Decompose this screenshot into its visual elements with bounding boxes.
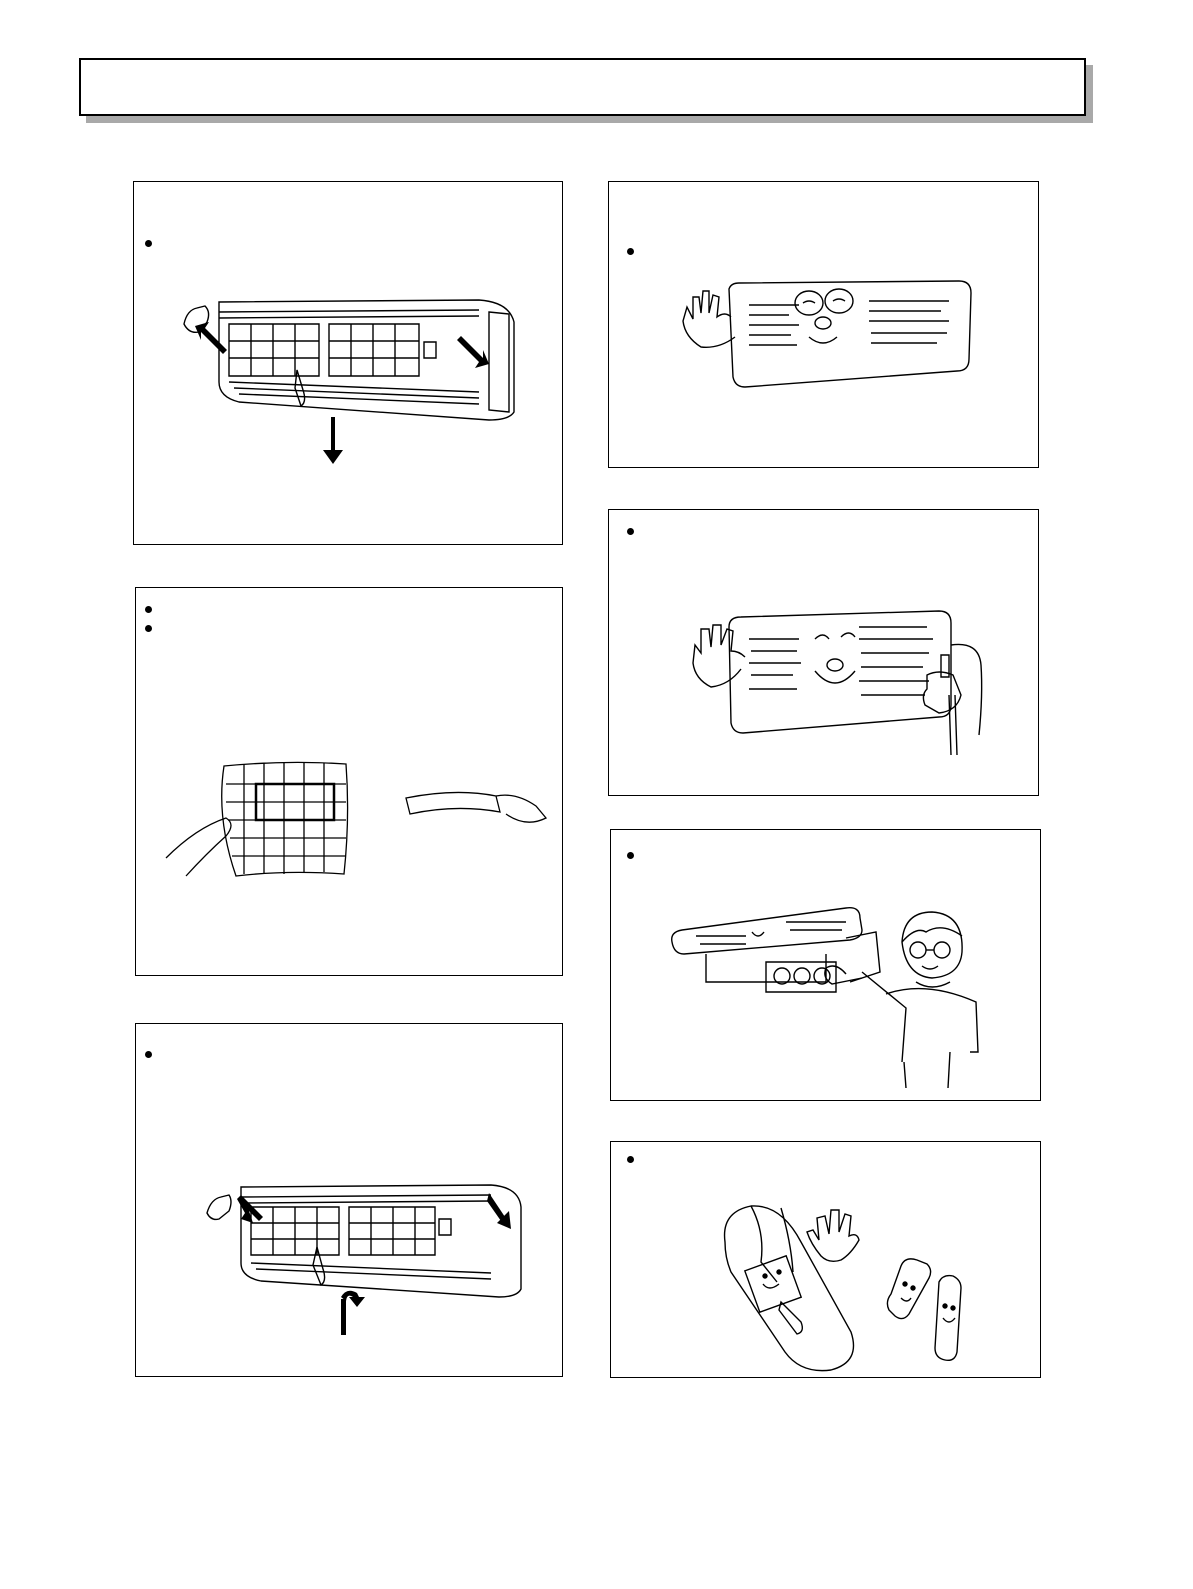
panel-clean-filter (135, 587, 563, 976)
bullet-dot (145, 1051, 152, 1058)
panel-remove-filter (133, 181, 563, 545)
bullet-dot (145, 625, 152, 632)
page-title (79, 58, 1086, 116)
bullet-dot (627, 1156, 634, 1163)
ac-unit-icon (179, 292, 519, 472)
hand-icon (683, 291, 735, 347)
battery-icon (887, 1259, 961, 1360)
panel-unplug-unit (608, 509, 1039, 796)
panel-reinstall-filter (135, 1023, 563, 1377)
bullet-dot (145, 240, 152, 247)
remote-icon (721, 1202, 981, 1372)
ac-unit-icon (689, 605, 989, 755)
ac-unit-icon (201, 1179, 521, 1349)
bullet-dot (627, 248, 634, 255)
hand-icon (807, 1210, 859, 1261)
bullet-dot (627, 528, 634, 535)
panel-dry-unit (610, 829, 1041, 1101)
hand-icon (166, 795, 546, 876)
ac-unit-icon (666, 902, 986, 1092)
bullet-dot (145, 606, 152, 613)
hand-icon (184, 306, 305, 406)
hand-icon (693, 625, 961, 713)
panel-remote-batteries (610, 1141, 1041, 1378)
panel-unit-ok (608, 181, 1039, 468)
filter-icon (166, 758, 556, 878)
person-icon (825, 912, 978, 1088)
ac-unit-icon (679, 277, 979, 387)
bullet-dot (627, 852, 634, 859)
